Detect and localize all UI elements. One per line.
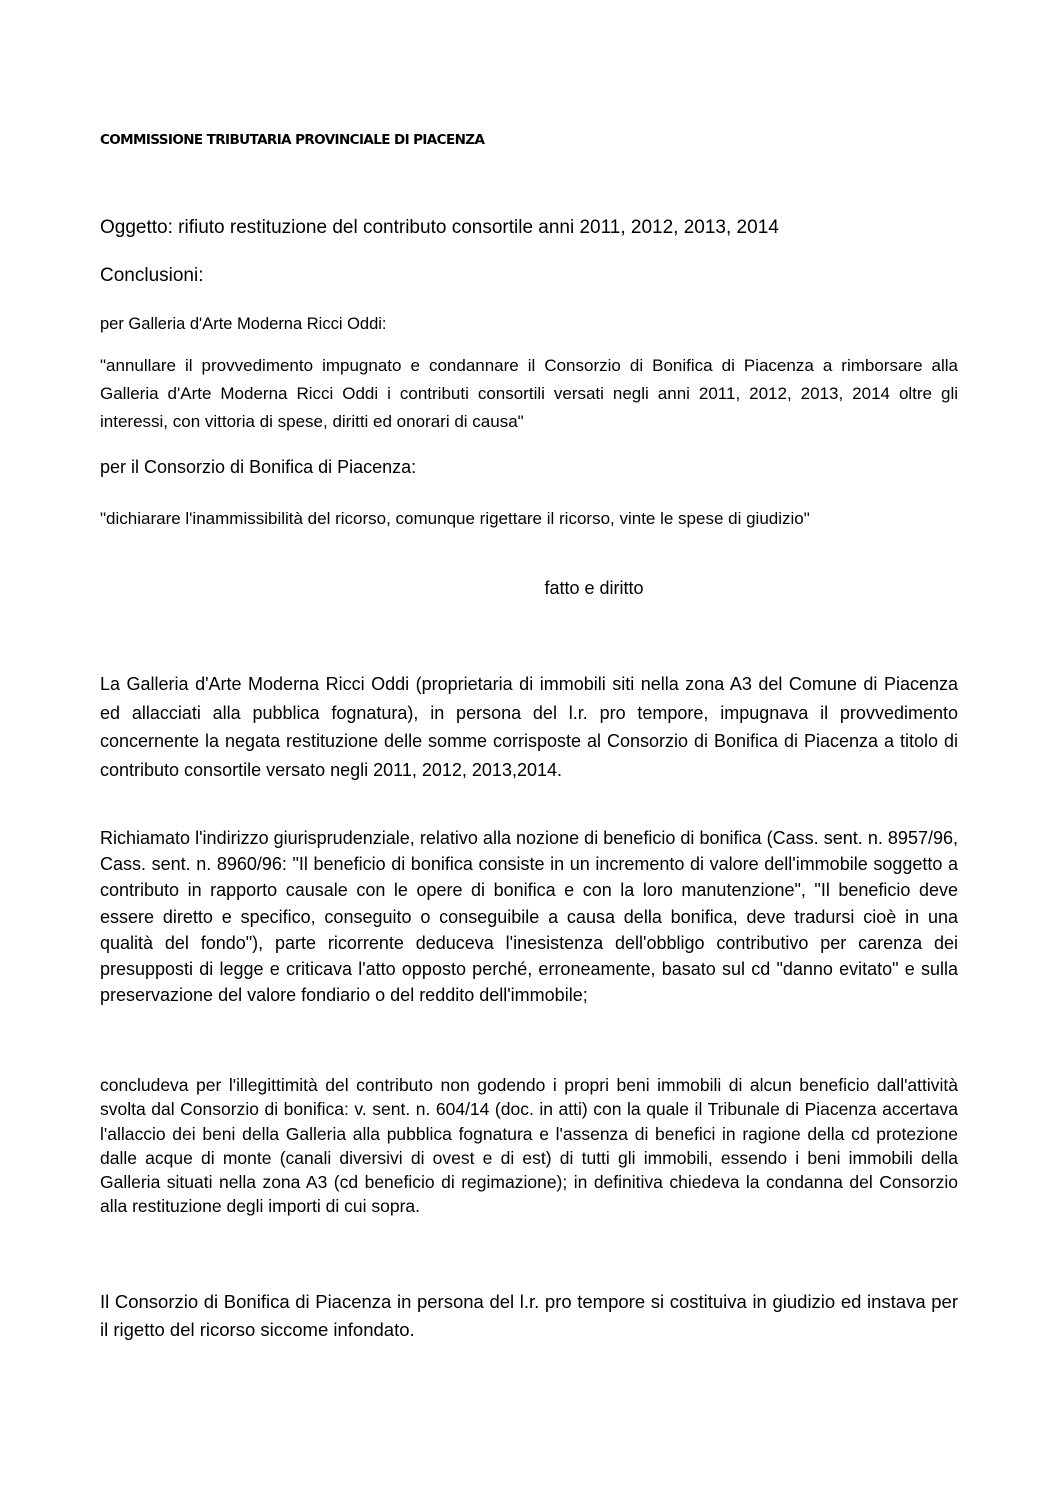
section-title: fatto e diritto (544, 578, 644, 598)
body-paragraph: Il Consorzio di Bonifica di Piacenza in persona del l.r. pro tempore si costituiva in giudizio ed instava per il rigetto del ricorso siccome infondato. (100, 1291, 958, 1340)
party1-label: per Galleria d'Arte Moderna Ricci Oddi: (100, 315, 387, 333)
party2-label: per il Consorzio di Bonifica di Piacenza: (100, 457, 417, 477)
body-paragraph: concludeva per l'illegittimità del contributo non godendo i propri beni immobili di alcun beneficio dall'attività svolta dal Consorzio di bonifica: v. sent. n. 604/14 (doc. in atti) con la quale il Tribunale di Piacenza accertava l'allaccio dei beni della Galleria alla pubblica fognatura e l'assenza di benefici in ragione della cd protezione dalle acque di monte (canali diversivi di ovest e di est) di tutti gli immobili, essendo i beni immobili della Galleria situati nella zona A3 (cd beneficio di regimazione); in definitiva chiedeva la condanna del Consorzio alla restituzione degli importi di cui sopra. (100, 1075, 958, 1217)
party2-request: "dichiarare l'inammissibilità del ricorso, comunque rigettare il ricorso, vinte le spese di giudizio" (100, 509, 810, 528)
document-header: COMMISSIONE TRIBUTARIA PROVINCIALE DI PIACENZA (100, 132, 485, 148)
document-subject: Oggetto: rifiuto restituzione del contributo consortile anni 2011, 2012, 2013, 2014 (100, 217, 779, 238)
conclusions-label: Conclusioni: (100, 265, 204, 286)
body-paragraph: Richiamato l'indirizzo giurisprudenziale, relativo alla nozione di beneficio di bonifica (Cass. sent. n. 8957/96, Cass. sent. n. 8960/96: "Il beneficio di bonifica consiste in un incremento di valore dell'immobile soggetto a contributo in rapporto causale con le opere di bonifica e con la loro manutenzione", "Il beneficio deve essere diretto e specifico, conseguito o conseguibile a causa della bonifica, deve tradursi cioè in una qualità del fondo"), parte ricorrente deduceva l'inesistenza dell'obbligo contributivo per carenza dei presupposti di legge e criticava l'atto opposto perché, erroneamente, basato sul cd "danno evitato" e sulla preservazione del valore fondiario o del reddito dell'immobile; (100, 828, 958, 1006)
party1-request: "annullare il provvedimento impugnato e condannare il Consorzio di Bonifica di Piacenza a rimborsare alla Galleria d'Arte Moderna Ricci Oddi i contributi consortili versati negli anni 2011, 2012, 2013, 2014 oltre gli interessi, con vittoria di spese, diritti ed onorari di causa" (100, 356, 958, 431)
body-paragraph: La Galleria d'Arte Moderna Ricci Oddi (proprietaria di immobili siti nella zona A3 del Comune di Piacenza ed allacciati alla pubblica fognatura), in persona del l.r. pro tempore, impugnava il provvedimento concernente la negata restituzione delle somme corrisposte al Consorzio di Bonifica di Piacenza a titolo di contributo consortile versato negli 2011, 2012, 2013,2014. (100, 674, 958, 780)
